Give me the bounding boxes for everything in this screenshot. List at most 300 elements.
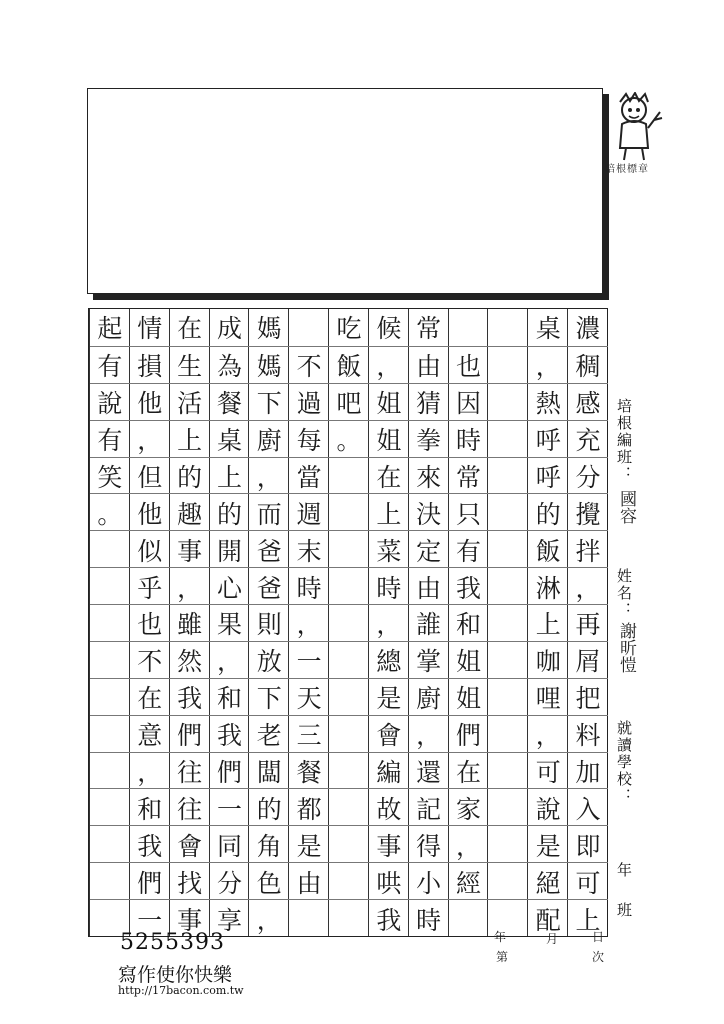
handwritten-char: 心 xyxy=(216,573,242,603)
website-url: http://17bacon.com.tw xyxy=(118,984,244,997)
handwritten-char: 上 xyxy=(535,610,561,640)
grid-cell xyxy=(568,641,608,678)
grid-cell xyxy=(528,678,568,715)
handwritten-char: ， xyxy=(256,905,282,935)
grid-cell xyxy=(409,383,449,420)
handwritten-char: 都 xyxy=(296,794,322,824)
handwritten-char: 爸 xyxy=(256,573,282,603)
handwritten-char: 三 xyxy=(296,721,322,751)
grid-cell xyxy=(329,493,369,530)
handwritten-char: 是 xyxy=(296,831,322,861)
handwritten-char: 定 xyxy=(416,536,442,566)
grid-cell xyxy=(568,346,608,383)
grid-cell xyxy=(289,604,329,641)
grid-cell xyxy=(289,715,329,752)
grid-cell xyxy=(528,383,568,420)
grid-cell xyxy=(289,641,329,678)
grid-cell xyxy=(170,383,210,420)
grid-cell xyxy=(329,309,369,346)
handwritten-char: 下 xyxy=(256,684,282,714)
comment-box xyxy=(87,88,603,294)
handwritten-char: 還 xyxy=(416,758,442,788)
handwritten-char: 廚 xyxy=(256,426,282,456)
grid-cell xyxy=(90,604,130,641)
handwritten-char xyxy=(90,716,130,753)
grid-cell xyxy=(449,678,489,715)
handwritten-char: ， xyxy=(177,573,203,603)
grid-cell xyxy=(488,309,528,346)
handwritten-char: 往 xyxy=(177,794,203,824)
grid-cell xyxy=(249,383,289,420)
mascot-stamp-icon xyxy=(604,92,668,164)
handwritten-char xyxy=(329,900,369,937)
grid-cell xyxy=(449,346,489,383)
grid-cell xyxy=(449,493,489,530)
handwritten-char: 總 xyxy=(376,647,402,677)
grid-cell xyxy=(249,678,289,715)
handwritten-char: 他 xyxy=(137,499,163,529)
handwritten-char xyxy=(488,605,528,642)
grid-cell xyxy=(289,678,329,715)
grid-cell xyxy=(90,530,130,567)
handwritten-char: 分 xyxy=(575,462,601,492)
handwritten-char: 攪 xyxy=(575,499,601,529)
grid-cell xyxy=(568,493,608,530)
grid-cell xyxy=(210,752,250,789)
handwritten-char: 姐 xyxy=(376,389,402,419)
grid-cell xyxy=(210,825,250,862)
handwritten-char: 常 xyxy=(456,462,482,492)
handwritten-char: 我 xyxy=(137,831,163,861)
handwritten-char: 濃 xyxy=(575,314,601,344)
handwritten-char: 有 xyxy=(97,352,123,382)
grid-cell xyxy=(170,788,210,825)
handwritten-char: ， xyxy=(256,462,282,492)
handwritten-char: 屑 xyxy=(575,647,601,677)
handwritten-char: ， xyxy=(456,831,482,861)
grid-cell xyxy=(409,752,449,789)
handwritten-char xyxy=(488,789,528,826)
handwritten-char: 一 xyxy=(296,647,322,677)
handwritten-char: 上 xyxy=(376,499,402,529)
handwritten-char: 菜 xyxy=(376,536,402,566)
grid-cell xyxy=(369,752,409,789)
handwritten-char: 可 xyxy=(575,868,601,898)
grid-cell xyxy=(528,493,568,530)
handwritten-char: 事 xyxy=(376,831,402,861)
grid-cell xyxy=(329,604,369,641)
handwritten-char: ， xyxy=(376,352,402,382)
handwritten-char: 拌 xyxy=(575,536,601,566)
grid-cell xyxy=(528,715,568,752)
handwritten-char: 會 xyxy=(177,831,203,861)
handwritten-char: 有 xyxy=(97,426,123,456)
handwritten-char: 候 xyxy=(376,314,402,344)
handwritten-char: 由 xyxy=(416,573,442,603)
handwritten-char: 一 xyxy=(137,905,163,935)
handwritten-char: 感 xyxy=(575,389,601,419)
grid-cell xyxy=(289,899,329,936)
handwritten-char: 似 xyxy=(137,536,163,566)
handwritten-char: 找 xyxy=(177,868,203,898)
handwritten-char: ， xyxy=(296,610,322,640)
grid-cell xyxy=(568,788,608,825)
grid-cell xyxy=(488,493,528,530)
grid-cell xyxy=(488,715,528,752)
handwritten-char: 為 xyxy=(216,352,242,382)
handwritten-char: 時 xyxy=(376,573,402,603)
grid-cell xyxy=(449,383,489,420)
footer-ci: 次 xyxy=(592,950,605,964)
grid-cell xyxy=(90,825,130,862)
grid-cell xyxy=(289,788,329,825)
grid-cell xyxy=(528,862,568,899)
handwritten-char: 把 xyxy=(575,684,601,714)
grid-column xyxy=(288,309,328,936)
grid-cell xyxy=(409,420,449,457)
handwritten-char: 哩 xyxy=(535,684,561,714)
handwritten-char: 享 xyxy=(216,905,242,935)
class-value: 國容 xyxy=(616,490,636,524)
grid-cell xyxy=(90,493,130,530)
handwritten-char: 乎 xyxy=(137,573,163,603)
grid-cell xyxy=(409,715,449,752)
grid-cell xyxy=(249,309,289,346)
handwritten-char: ， xyxy=(137,758,163,788)
handwritten-char: 老 xyxy=(256,721,282,751)
grid-cell xyxy=(449,309,489,346)
grid-cell xyxy=(130,752,170,789)
handwritten-char: 不 xyxy=(296,352,322,382)
grid-cell xyxy=(409,899,449,936)
handwritten-char xyxy=(488,421,528,458)
grid-cell xyxy=(329,346,369,383)
grid-cell xyxy=(369,493,409,530)
grid-column xyxy=(169,309,209,936)
handwritten-char: 的 xyxy=(177,462,203,492)
grid-column xyxy=(527,309,567,936)
grid-cell xyxy=(369,530,409,567)
handwritten-char: 角 xyxy=(256,831,282,861)
grid-cell xyxy=(249,604,289,641)
grid-cell xyxy=(369,420,409,457)
grid-cell xyxy=(409,862,449,899)
grid-cell xyxy=(90,752,130,789)
grid-cell xyxy=(409,493,449,530)
grid-cell xyxy=(488,383,528,420)
grid-cell xyxy=(449,530,489,567)
grid-cell xyxy=(130,678,170,715)
grid-cell xyxy=(528,420,568,457)
grid-cell xyxy=(369,309,409,346)
grid-cell xyxy=(568,678,608,715)
grid-cell xyxy=(488,457,528,494)
grid-cell xyxy=(329,678,369,715)
grid-cell xyxy=(369,604,409,641)
handwritten-char: ， xyxy=(216,647,242,677)
grid-cell xyxy=(130,567,170,604)
handwritten-char: 餐 xyxy=(216,389,242,419)
handwritten-char: 雖 xyxy=(177,610,203,640)
handwritten-char xyxy=(289,309,329,346)
handwritten-char xyxy=(90,679,130,716)
handwritten-char: 成 xyxy=(216,314,242,344)
handwritten-char: 分 xyxy=(216,868,242,898)
grid-cell xyxy=(369,346,409,383)
handwritten-char: 姐 xyxy=(376,426,402,456)
grid-cell xyxy=(528,788,568,825)
stamp-label: 培根標章 xyxy=(605,164,649,175)
handwritten-char: 一 xyxy=(216,794,242,824)
grid-cell xyxy=(130,715,170,752)
grid-cell xyxy=(90,309,130,346)
handwritten-char xyxy=(90,826,130,863)
grid-column xyxy=(448,309,488,936)
handwritten-char: 入 xyxy=(575,794,601,824)
handwritten-char: 們 xyxy=(456,721,482,751)
grid-cell xyxy=(170,493,210,530)
class-word: 班 xyxy=(615,902,633,919)
grid-cell xyxy=(369,899,409,936)
grid-cell xyxy=(528,309,568,346)
grid-cell xyxy=(528,825,568,862)
handwritten-char: 說 xyxy=(535,794,561,824)
grid-cell xyxy=(249,641,289,678)
handwritten-char: 開 xyxy=(216,536,242,566)
grid-cell xyxy=(369,862,409,899)
grid-cell xyxy=(210,420,250,457)
school-label: 就讀學校： xyxy=(615,720,633,805)
grade-label: 年 xyxy=(615,862,633,879)
handwritten-char: 則 xyxy=(256,610,282,640)
handwritten-char: 飯 xyxy=(336,352,362,382)
handwritten-char: 然 xyxy=(177,647,203,677)
handwritten-char: 闆 xyxy=(256,758,282,788)
grid-cell xyxy=(488,346,528,383)
handwritten-char: 週 xyxy=(296,499,322,529)
handwritten-char xyxy=(488,531,528,568)
handwritten-char: 過 xyxy=(296,389,322,419)
handwritten-char xyxy=(488,753,528,790)
grid-cell xyxy=(329,457,369,494)
grid-cell xyxy=(130,457,170,494)
grid-cell xyxy=(210,567,250,604)
grid-cell xyxy=(289,825,329,862)
grid-cell xyxy=(528,567,568,604)
handwritten-char xyxy=(488,458,528,495)
grid-cell xyxy=(170,715,210,752)
handwritten-char xyxy=(90,605,130,642)
handwritten-char xyxy=(488,494,528,531)
grid-cell xyxy=(409,346,449,383)
grid-cell xyxy=(409,604,449,641)
handwritten-char xyxy=(488,568,528,605)
grid-cell xyxy=(170,309,210,346)
handwritten-char: 熱 xyxy=(535,389,561,419)
handwritten-char: 由 xyxy=(416,352,442,382)
handwritten-char: 的 xyxy=(256,794,282,824)
grid-cell xyxy=(130,346,170,383)
grid-cell xyxy=(210,715,250,752)
handwritten-char: 趣 xyxy=(177,499,203,529)
handwritten-char: 編 xyxy=(376,758,402,788)
handwritten-char xyxy=(90,642,130,679)
handwritten-char: 因 xyxy=(456,389,482,419)
footer-di: 第 xyxy=(496,950,509,964)
handwritten-char: 的 xyxy=(216,499,242,529)
grid-column xyxy=(129,309,169,936)
handwritten-char: 說 xyxy=(97,389,123,419)
handwritten-char: 姐 xyxy=(456,647,482,677)
handwritten-char: 們 xyxy=(137,868,163,898)
handwritten-char: 我 xyxy=(456,573,482,603)
grid-cell xyxy=(130,530,170,567)
grid-cell xyxy=(289,309,329,346)
grid-cell xyxy=(130,493,170,530)
grid-column xyxy=(248,309,288,936)
handwritten-char: 在 xyxy=(177,314,203,344)
grid-cell xyxy=(488,530,528,567)
handwritten-char: 故 xyxy=(376,794,402,824)
handwritten-char: 廚 xyxy=(416,684,442,714)
grid-cell xyxy=(488,788,528,825)
grid-cell xyxy=(369,457,409,494)
grid-cell xyxy=(369,788,409,825)
handwritten-char: 爸 xyxy=(256,536,282,566)
grid-cell xyxy=(409,825,449,862)
handwritten-char xyxy=(329,531,369,568)
grid-cell xyxy=(568,715,608,752)
handwritten-char: 哄 xyxy=(376,868,402,898)
handwritten-char: 餐 xyxy=(296,758,322,788)
handwritten-char: 意 xyxy=(137,721,163,751)
grid-cell xyxy=(329,641,369,678)
grid-cell xyxy=(329,567,369,604)
handwritten-char: 即 xyxy=(575,831,601,861)
grid-cell xyxy=(170,567,210,604)
handwritten-char xyxy=(449,309,489,346)
grid-cell xyxy=(289,862,329,899)
handwritten-char: 放 xyxy=(256,647,282,677)
handwritten-char: 淋 xyxy=(535,573,561,603)
slogan: 寫作使你快樂 xyxy=(118,964,233,986)
grid-cell xyxy=(568,604,608,641)
handwritten-char xyxy=(329,679,369,716)
handwritten-char: 情 xyxy=(137,314,163,344)
handwritten-char: 是 xyxy=(535,831,561,861)
handwritten-char: 我 xyxy=(177,684,203,714)
grid-cell xyxy=(170,862,210,899)
grid-cell xyxy=(329,420,369,457)
grid-cell xyxy=(249,715,289,752)
manuscript-grid xyxy=(88,308,608,937)
grid-cell xyxy=(249,862,289,899)
handwritten-char: 他 xyxy=(137,389,163,419)
grid-cell xyxy=(449,567,489,604)
grid-cell xyxy=(568,862,608,899)
grid-cell xyxy=(170,678,210,715)
grid-cell xyxy=(170,420,210,457)
grid-cell xyxy=(488,825,528,862)
handwritten-char xyxy=(329,494,369,531)
handwritten-char: 可 xyxy=(535,758,561,788)
handwritten-char: 下 xyxy=(256,389,282,419)
sheet-code: 5255393 xyxy=(120,930,225,955)
grid-cell xyxy=(289,530,329,567)
handwritten-char xyxy=(488,642,528,679)
handwritten-char: 往 xyxy=(177,758,203,788)
grid-cell xyxy=(329,899,369,936)
grid-cell xyxy=(449,641,489,678)
grid-cell xyxy=(210,788,250,825)
grid-cell xyxy=(249,530,289,567)
grid-cell xyxy=(130,825,170,862)
grid-cell xyxy=(488,862,528,899)
handwritten-char: 再 xyxy=(575,610,601,640)
grid-cell xyxy=(130,641,170,678)
handwritten-char: 。 xyxy=(336,426,362,456)
grid-cell xyxy=(449,752,489,789)
grid-cell xyxy=(130,788,170,825)
handwritten-char: 和 xyxy=(216,684,242,714)
grid-cell xyxy=(369,715,409,752)
grid-cell xyxy=(210,383,250,420)
grid-cell xyxy=(90,862,130,899)
handwritten-char: 果 xyxy=(216,610,242,640)
handwritten-char xyxy=(90,568,130,605)
handwritten-char: 在 xyxy=(456,758,482,788)
handwritten-char: 事 xyxy=(177,536,203,566)
handwritten-char: 笑 xyxy=(97,462,123,492)
handwritten-char: 色 xyxy=(256,868,282,898)
handwritten-char: 媽 xyxy=(256,352,282,382)
grid-cell xyxy=(449,457,489,494)
handwritten-char xyxy=(488,384,528,421)
name-value: 謝昕愷 xyxy=(616,622,636,673)
handwritten-char xyxy=(488,679,528,716)
grid-cell xyxy=(329,530,369,567)
handwritten-char: ， xyxy=(535,352,561,382)
handwritten-char: 我 xyxy=(216,721,242,751)
grid-cell xyxy=(170,604,210,641)
handwritten-char: 和 xyxy=(456,610,482,640)
grid-cell xyxy=(130,383,170,420)
handwritten-char: 們 xyxy=(177,721,203,751)
grid-cell xyxy=(90,383,130,420)
handwritten-char: 和 xyxy=(137,794,163,824)
grid-cell xyxy=(528,752,568,789)
handwritten-char: 也 xyxy=(456,352,482,382)
grid-cell xyxy=(130,420,170,457)
grid-cell xyxy=(329,383,369,420)
grid-cell xyxy=(409,530,449,567)
grid-cell xyxy=(409,309,449,346)
handwritten-char: 小 xyxy=(416,868,442,898)
grid-cell xyxy=(210,530,250,567)
handwritten-char: 吃 xyxy=(336,314,362,344)
handwritten-char: 桌 xyxy=(535,314,561,344)
handwritten-char: ， xyxy=(575,573,601,603)
grid-cell xyxy=(289,567,329,604)
grid-cell xyxy=(329,788,369,825)
handwritten-char: 而 xyxy=(256,499,282,529)
grid-cell xyxy=(210,457,250,494)
grid-cell xyxy=(249,788,289,825)
grid-cell xyxy=(210,862,250,899)
handwritten-char: 但 xyxy=(137,462,163,492)
handwritten-char: 呼 xyxy=(535,462,561,492)
grid-column xyxy=(368,309,408,936)
